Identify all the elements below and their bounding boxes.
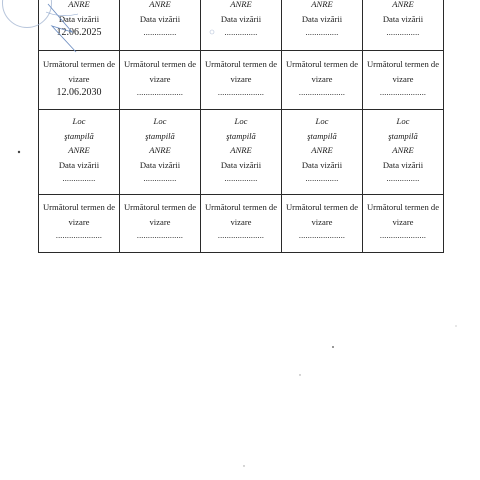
next-term-label: Următorul termen de bbox=[204, 202, 278, 212]
next-term-value: ..................... bbox=[217, 88, 265, 97]
date-label: Data vizării bbox=[58, 13, 100, 24]
anre-label: ANRE bbox=[392, 0, 414, 9]
stamp-cell bbox=[39, 110, 120, 195]
stamp-place-label: Loc bbox=[234, 116, 248, 126]
date-value: ............... bbox=[143, 28, 177, 37]
stamp-word-label: ştampilă bbox=[388, 130, 418, 141]
date-label: Data vizării bbox=[58, 159, 100, 170]
next-term-cell bbox=[201, 195, 282, 253]
stamp-cell bbox=[201, 110, 282, 195]
date-value: ............... bbox=[305, 174, 339, 183]
date-value: ............... bbox=[62, 174, 96, 183]
next-term-label: Următorul termen de bbox=[366, 59, 440, 69]
next-term-cell bbox=[363, 51, 444, 110]
visa-row bbox=[39, 51, 444, 110]
date-value: ............... bbox=[143, 174, 177, 183]
stamp-cell bbox=[282, 110, 363, 195]
date-label: Data vizării bbox=[301, 13, 343, 24]
anre-label: ANRE bbox=[230, 145, 252, 155]
next-term-cell bbox=[363, 195, 444, 253]
date-value: ............... bbox=[224, 28, 258, 37]
stamp-word-label: ştampilă bbox=[226, 130, 256, 141]
stamp-cell bbox=[201, 0, 282, 51]
next-term-label: Următorul termen de bbox=[42, 202, 116, 212]
next-term-value: ..................... bbox=[379, 88, 427, 97]
vizare-label: vizare bbox=[149, 73, 171, 84]
next-term-label: Următorul termen de bbox=[123, 59, 197, 69]
vizare-label: vizare bbox=[68, 216, 90, 227]
date-label: Data vizării bbox=[220, 159, 262, 170]
date-label: Data vizării bbox=[139, 159, 181, 170]
vizare-label: vizare bbox=[149, 216, 171, 227]
stamp-place-label: Loc bbox=[396, 116, 410, 126]
date-label: Data vizării bbox=[382, 13, 424, 24]
next-term-cell bbox=[282, 195, 363, 253]
next-term-value: ..................... bbox=[379, 231, 427, 240]
next-term-label: Următorul termen de bbox=[285, 202, 359, 212]
next-term-cell bbox=[120, 195, 201, 253]
date-value: ............... bbox=[386, 28, 420, 37]
next-term-value: ..................... bbox=[136, 88, 184, 97]
anre-label: ANRE bbox=[149, 0, 171, 9]
date-value: ............... bbox=[305, 28, 339, 37]
stamp-word-label: ştampilă bbox=[64, 130, 94, 141]
vizare-label: vizare bbox=[230, 73, 252, 84]
date-label: Data vizării bbox=[301, 159, 343, 170]
vizare-label: vizare bbox=[392, 73, 414, 84]
next-term-value: ..................... bbox=[136, 231, 184, 240]
vizare-label: vizare bbox=[392, 216, 414, 227]
visa-row bbox=[39, 0, 444, 51]
date-value: 12.06.2025 bbox=[56, 27, 102, 38]
next-term-value: ..................... bbox=[298, 88, 346, 97]
vizare-label: vizare bbox=[230, 216, 252, 227]
date-label: Data vizării bbox=[220, 13, 262, 24]
next-term-label: Următorul termen de bbox=[42, 59, 116, 69]
next-term-cell bbox=[120, 51, 201, 110]
stamp-cell bbox=[282, 0, 363, 51]
date-label: Data vizării bbox=[382, 159, 424, 170]
date-value: ............... bbox=[386, 174, 420, 183]
next-term-cell bbox=[201, 51, 282, 110]
stamp-place-label: Loc bbox=[315, 116, 329, 126]
visa-row bbox=[39, 110, 444, 195]
anre-label: ANRE bbox=[311, 145, 333, 155]
vizare-label: vizare bbox=[311, 216, 333, 227]
stamp-place-label: Loc bbox=[72, 116, 86, 126]
visa-row bbox=[39, 195, 444, 253]
next-term-label: Următorul termen de bbox=[123, 202, 197, 212]
stamp-cell bbox=[363, 0, 444, 51]
next-term-label: Următorul termen de bbox=[204, 59, 278, 69]
stamp-cell bbox=[363, 110, 444, 195]
date-value: ............... bbox=[224, 174, 258, 183]
next-term-value: ..................... bbox=[298, 231, 346, 240]
next-term-value: ..................... bbox=[55, 231, 103, 240]
next-term-cell bbox=[39, 51, 120, 110]
stamp-place-label: Loc bbox=[153, 116, 167, 126]
next-term-label: Următorul termen de bbox=[366, 202, 440, 212]
date-label: Data vizării bbox=[139, 13, 181, 24]
next-term-value: 12.06.2030 bbox=[56, 87, 102, 98]
anre-label: ANRE bbox=[68, 145, 90, 155]
anre-label: ANRE bbox=[149, 145, 171, 155]
anre-label: ANRE bbox=[311, 0, 333, 9]
anre-label: ANRE bbox=[230, 0, 252, 9]
stamp-cell bbox=[120, 0, 201, 51]
anre-label: ANRE bbox=[392, 145, 414, 155]
vizare-label: vizare bbox=[68, 73, 90, 84]
next-term-cell bbox=[282, 51, 363, 110]
vizare-label: vizare bbox=[311, 73, 333, 84]
next-term-value: ..................... bbox=[217, 231, 265, 240]
anre-label: ANRE bbox=[68, 0, 90, 9]
stamp-word-label: ştampilă bbox=[307, 130, 337, 141]
visa-table bbox=[38, 0, 444, 253]
next-term-label: Următorul termen de bbox=[285, 59, 359, 69]
stamp-word-label: ştampilă bbox=[145, 130, 175, 141]
signature-mark bbox=[42, 2, 82, 57]
next-term-cell bbox=[39, 195, 120, 253]
stamp-cell bbox=[120, 110, 201, 195]
